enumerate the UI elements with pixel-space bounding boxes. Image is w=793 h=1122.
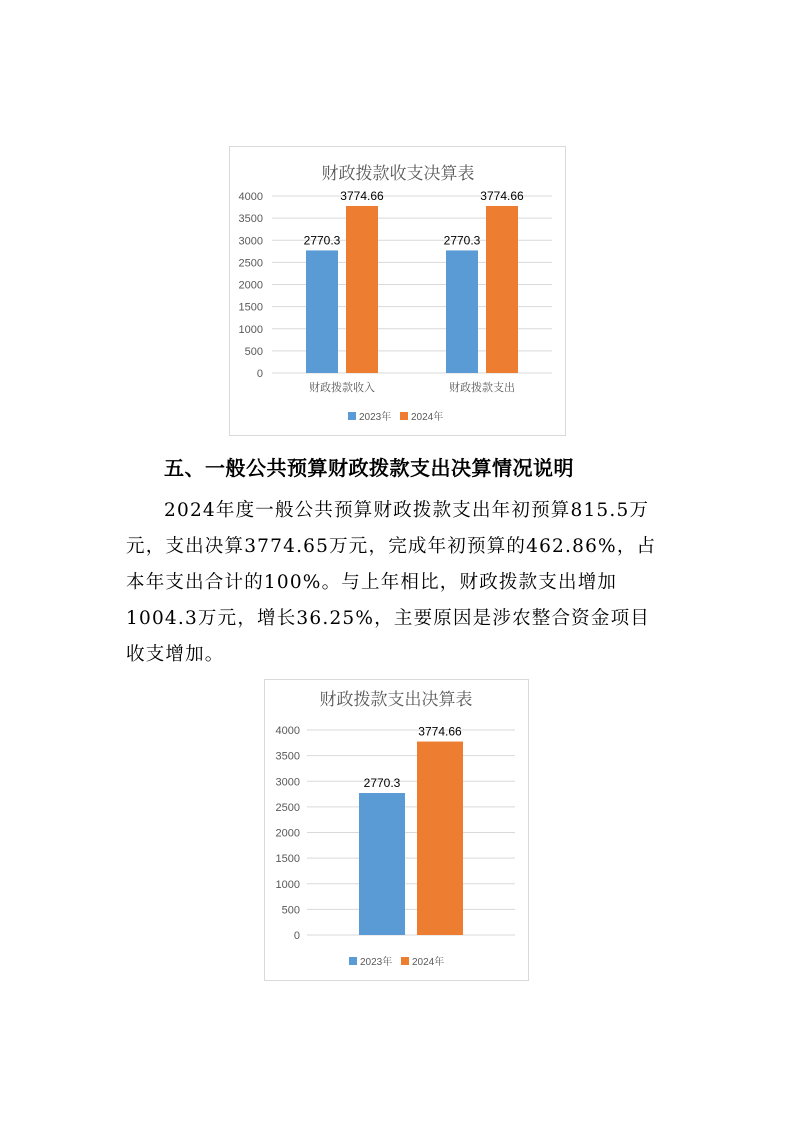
- chart1-legend-swatch: [348, 412, 356, 420]
- chart-expenditure-svg: [265, 680, 528, 980]
- chart2-y-tick-label: 3000: [275, 776, 300, 789]
- chart1-y-tick-label: 1000: [238, 323, 263, 336]
- chart1-y-tick-label: 500: [244, 345, 263, 358]
- chart1-legend-label: 2023年: [359, 412, 392, 423]
- chart1-data-label: 2770.3: [303, 233, 341, 248]
- chart2-legend-swatch: [401, 957, 409, 965]
- chart1-y-tick-label: 3500: [238, 213, 263, 226]
- section-heading: 五、一般公共预算财政拨款支出决算情况说明: [164, 456, 574, 480]
- chart2-y-tick-label: 3500: [275, 750, 300, 763]
- chart2-data-label: 2770.3: [363, 776, 401, 791]
- chart1-bar: [486, 206, 518, 373]
- chart2-legend-label: 2023年: [360, 957, 393, 968]
- chart2-bar: [359, 793, 405, 935]
- chart1-y-tick-label: 0: [256, 368, 263, 380]
- chart1-legend-swatch: [400, 412, 408, 420]
- chart2-y-tick-label: 1000: [275, 878, 300, 891]
- chart2-y-tick-label: 2500: [275, 801, 300, 814]
- chart1-category-label: 财政拨款收入: [309, 382, 375, 394]
- chart1-data-label: 3774.66: [340, 188, 384, 203]
- chart1-bar: [446, 250, 478, 373]
- chart-revenue-expenditure: [229, 146, 566, 436]
- chart1-y-tick-label: 3000: [238, 235, 263, 248]
- paragraph-line-5: 收支增加。: [126, 644, 225, 665]
- chart2-y-tick-label: 4000: [275, 725, 300, 737]
- paragraph-line-3: 本年支出合计的100%。与上年相比，财政拨款支出增加: [126, 572, 618, 593]
- paragraph-line-2: 元，支出决算3774.65万元，完成年初预算的462.86%，占: [126, 536, 657, 557]
- chart1-data-label: 3774.66: [480, 188, 524, 203]
- chart1-y-tick-label: 4000: [238, 191, 263, 203]
- chart1-data-label: 2770.3: [443, 233, 481, 248]
- chart1-bar: [306, 250, 338, 373]
- chart-revenue-expenditure-svg: [230, 147, 565, 435]
- chart2-title: 财政拨款支出决算表: [319, 690, 473, 709]
- chart2-data-label: 3774.66: [418, 724, 462, 739]
- paragraph-line-4: 1004.3万元，增长36.25%，主要原因是涉农整合资金项目: [126, 608, 650, 629]
- chart2-y-tick-label: 1500: [275, 853, 300, 866]
- chart1-legend-label: 2024年: [411, 412, 444, 423]
- chart1-category-label: 财政拨款支出: [449, 382, 515, 394]
- chart1-title: 财政拨款收支决算表: [321, 164, 475, 183]
- chart2-y-tick-label: 2000: [275, 827, 300, 840]
- chart2-legend-swatch: [349, 957, 357, 965]
- chart1-bar: [346, 206, 378, 373]
- chart2-legend-label: 2024年: [412, 957, 445, 968]
- chart-expenditure: [264, 679, 529, 981]
- chart1-y-tick-label: 1500: [238, 301, 263, 314]
- chart2-bar: [417, 742, 463, 935]
- chart2-y-tick-label: 500: [281, 904, 300, 917]
- paragraph-line-1: 2024年度一般公共预算财政拨款支出年初预算815.5万: [164, 500, 650, 521]
- chart1-y-tick-label: 2000: [238, 279, 263, 292]
- chart1-y-tick-label: 2500: [238, 257, 263, 270]
- chart2-y-tick-label: 0: [293, 930, 300, 942]
